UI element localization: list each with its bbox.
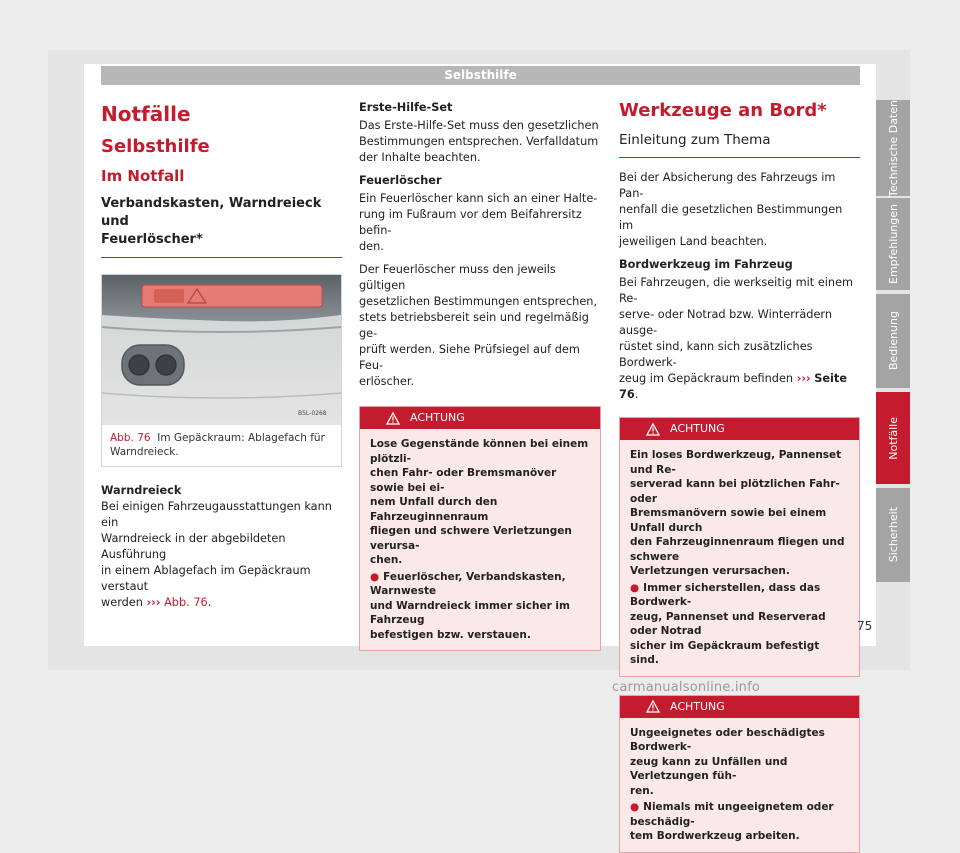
text-line: rung im Fußraum vor dem Beifahrersitz befin- (359, 208, 582, 237)
warning-title: ACHTUNG (670, 422, 725, 435)
text-line: Bestimmungen entsprechen. Verfalldatum (359, 135, 599, 148)
tab-technische-daten[interactable] (876, 100, 910, 196)
caption-line2: Warndreieck. (110, 446, 179, 458)
topic-title-line2: Feuerlöscher* (101, 232, 203, 247)
text-fragment: zeug im Gepäckraum befinden (619, 372, 794, 385)
tab-sicherheit[interactable] (876, 488, 910, 582)
extinguisher-heading: Feuerlöscher (359, 174, 442, 187)
figure-76 (101, 274, 342, 467)
text-line: der Inhalte beachten. (359, 151, 481, 164)
watermark: carmanualsonline.info (612, 680, 761, 695)
trunk-photo (102, 275, 341, 425)
warning-line: ren. (630, 784, 654, 797)
section-header: Selbsthilfe (101, 66, 860, 85)
figure-label: Abb. 76 (110, 432, 151, 444)
warning-line: chen. (370, 554, 403, 566)
bullet-line: und Warndreieck immer sicher im Fahrzeug (370, 599, 570, 626)
warning-line: Bremsmanövern sowie bei einem Unfall durch (630, 507, 827, 534)
warning-bullet (370, 570, 590, 643)
warndreieck-heading: Warndreieck (101, 484, 182, 497)
figure-caption (102, 425, 341, 466)
text-fragment: werden (101, 596, 143, 609)
warning-line: nem Unfall durch den Fahrzeuginnenraum (370, 496, 498, 523)
bullet-icon: ● (370, 570, 380, 583)
warning-line: zeug kann zu Unfällen und Verletzungen füh- (630, 755, 788, 782)
warning-title: ACHTUNG (670, 699, 725, 713)
warning-line: fliegen und schwere Verletzungen verursa- (370, 525, 572, 552)
bullet-line: Niemals mit ungeeignetem oder beschädig- (630, 801, 834, 828)
column-middle (359, 100, 601, 651)
warning-header (360, 407, 600, 429)
tools-title: Werkzeuge an Bord* (619, 100, 827, 121)
warning-body (360, 429, 600, 650)
chapter-title: Notfälle (101, 102, 191, 126)
page-reference-link[interactable]: Seite 76 (619, 372, 847, 401)
figure-code: B5L-0268 (298, 410, 327, 417)
warning-line: Ein loses Bordwerkzeug, Pannenset und Re- (630, 449, 842, 476)
text-line: erlöscher. (359, 375, 415, 388)
warning-line: serverad kann bei plötzlichen Fahr- oder (630, 478, 840, 505)
warning-box (359, 406, 601, 651)
text-line: prüft werden. Siehe Prüfsiegel auf dem Feu- (359, 343, 580, 372)
warning-body (620, 440, 859, 676)
warning-line: Ungeeignetes oder beschädigtes Bordwerk- (630, 726, 825, 753)
text-line: rüstet sind, kann sich zusätzliches Bordwerk- (619, 340, 813, 369)
extinguisher-text (359, 191, 601, 255)
tab-notfaelle[interactable] (876, 392, 910, 484)
first-aid-text (359, 118, 601, 166)
warning-box (619, 695, 860, 853)
bullet-line: Immer sicherstellen, dass das Bordwerk- (630, 581, 821, 608)
page-number: 75 (857, 619, 873, 633)
text-line: gesetzlichen Bestimmungen entsprechen, (359, 295, 598, 308)
text-line: Das Erste-Hilfe-Set muss den gesetzlichen (359, 119, 599, 132)
bullet-icon: ● (630, 581, 640, 594)
warning-triangle-icon (386, 412, 400, 425)
topic-title (101, 195, 342, 258)
bullet-line: befestigen bzw. verstauen. (370, 628, 531, 641)
warndreieck-text (101, 499, 342, 611)
warning-body (620, 718, 859, 852)
warning-bullet (630, 581, 849, 668)
subsection-title: Im Notfall (101, 167, 185, 185)
warning-line: Lose Gegenstände können bei einem plötzli- (370, 438, 589, 465)
text-line: jeweiligen Land beachten. (619, 235, 768, 248)
tab-label: Technische Daten (886, 99, 900, 197)
text-fragment: . (634, 388, 639, 401)
bullet-line: sicher im Gepäckraum befestigt sind. (630, 639, 820, 666)
column-left (101, 96, 342, 611)
warning-bullet (630, 800, 849, 844)
warning-header (620, 696, 859, 718)
text-line: Der Feuerlöscher muss den jeweils gültigen (359, 263, 556, 292)
bordwerkzeug-text (619, 275, 860, 403)
bullet-icon: ● (630, 801, 640, 813)
section-title: Selbsthilfe (101, 136, 210, 157)
text-line: Warndreieck in der abgebildeten Ausführung (101, 532, 286, 561)
bullet-line: tem Bordwerkzeug arbeiten. (630, 830, 800, 842)
tab-empfehlungen[interactable] (876, 198, 910, 290)
text-line: den. (359, 240, 384, 253)
text-line: nenfall die gesetzlichen Bestimmungen im (619, 203, 843, 232)
tab-label: Sicherheit (886, 507, 900, 563)
warning-line: den Fahrzeuginnenraum fliegen und schwere (630, 536, 845, 563)
text-line: in einem Ablagefach im Gepäckraum verstaut (101, 564, 311, 593)
warning-header (620, 418, 859, 440)
text-line: serve- oder Notrad bzw. Winterrädern ausge- (619, 308, 832, 337)
warning-triangle-icon (646, 700, 660, 713)
caption-line1: Im Gepäckraum: Ablagefach für (157, 432, 325, 444)
bullet-line: zeug, Pannenset und Reserverad oder Notrad (630, 610, 826, 637)
warning-line: Verletzungen verursachen. (630, 565, 790, 577)
bullet-line: Feuerlöscher, Verbandskasten, Warnweste (370, 570, 566, 597)
text-line-with-ref (619, 371, 860, 403)
bordwerkzeug-heading: Bordwerkzeug im Fahrzeug (619, 258, 793, 271)
ref-arrow-icon: ››› (796, 372, 811, 385)
column-right (619, 96, 860, 853)
figure-reference-link[interactable]: Abb. 76 (164, 596, 208, 609)
text-line-with-ref (101, 595, 342, 611)
extinguisher-text-2 (359, 262, 601, 390)
intro-text (619, 170, 860, 250)
first-aid-heading: Erste-Hilfe-Set (359, 101, 453, 114)
text-fragment: . (207, 596, 212, 609)
text-line: Bei Fahrzeugen, die werkseitig mit einem Re- (619, 276, 854, 305)
intro-title: Einleitung zum Thema (619, 131, 860, 158)
tab-label: Bedienung (886, 311, 900, 371)
text-line: Bei der Absicherung des Fahrzeugs im Pan- (619, 171, 836, 200)
text-line: Bei einigen Fahrzeugausstattungen kann ein (101, 500, 332, 529)
trunk-illustration (102, 275, 341, 425)
ref-arrow-icon: ››› (146, 596, 161, 609)
warning-line: chen Fahr- oder Bremsmanöver sowie bei ei- (370, 467, 557, 494)
text-line: stets betriebsbereit sein und regelmäßig ge- (359, 311, 589, 340)
tab-bedienung[interactable] (876, 294, 910, 388)
tab-label: Notfälle (886, 416, 900, 460)
warning-title: ACHTUNG (410, 411, 465, 424)
text-line: Ein Feuerlöscher kann sich an einer Halte- (359, 192, 598, 205)
topic-title-line1: Verbandskasten, Warndreieck und (101, 196, 322, 229)
warning-triangle-icon (646, 423, 660, 436)
tab-label: Empfehlungen (886, 204, 900, 284)
warning-box (619, 417, 860, 677)
